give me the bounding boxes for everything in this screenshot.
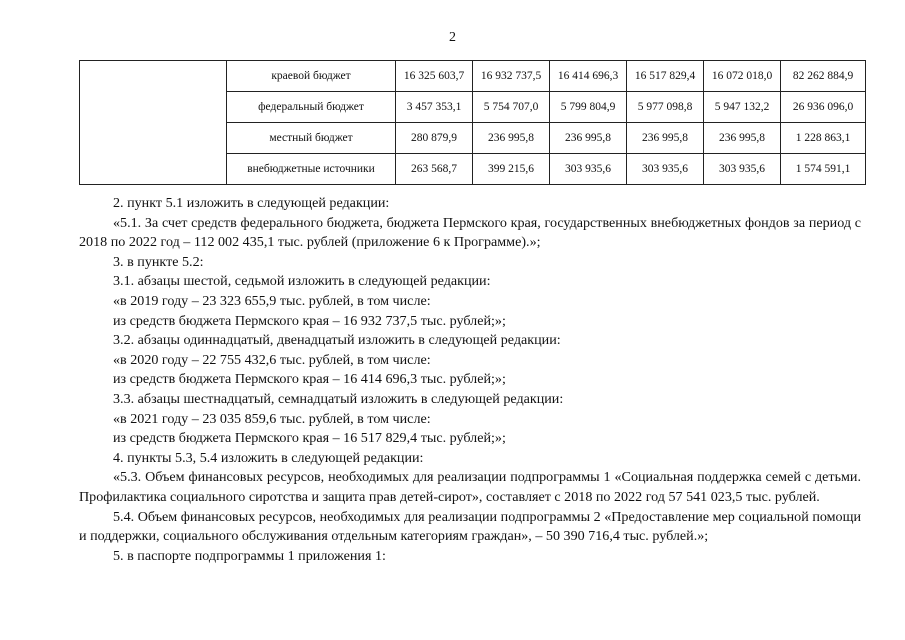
table-cell: 236 995,8 — [704, 123, 781, 154]
amendment-text — [79, 194, 861, 566]
paragraph: 2. пункт 5.1 изложить в следующей редакции: — [113, 195, 390, 211]
table-row — [80, 61, 866, 92]
paragraph: «5.1. За счет средств федерального бюджета, бюджета Пермского края, государственных внебюджетных фондов за период с 2018 по 2022 год – 112 002 435,1 тыс. рублей (приложение 6 к Программе).»; — [79, 214, 861, 251]
paragraph: из средств бюджета Пермского края – 16 517 829,4 тыс. рублей;»; — [113, 430, 506, 447]
table-cell: 82 262 884,9 — [781, 61, 866, 92]
table-cell: 236 995,8 — [550, 123, 627, 154]
table-cell: 1 574 591,1 — [781, 154, 866, 185]
paragraph: «5.3. Объем финансовых ресурсов, необходимых для реализации подпрограммы 1 «Социальная поддержка семей с детьми. Профилактика социального сиротства и защита прав детей-сирот», составляет с 2018 по 2022 год 57 541 023,5 тыс. рублей. — [79, 469, 861, 505]
paragraph: 3.1. абзацы шестой, седьмой изложить в следующей редакции: — [113, 273, 491, 290]
table-cell: 5 799 804,9 — [550, 92, 627, 123]
page-number: 2 — [449, 30, 456, 45]
budget-table — [79, 60, 866, 185]
table-cell: 280 879,9 — [396, 123, 473, 154]
table-cell: 5 977 098,8 — [627, 92, 704, 123]
paragraph: 4. пункты 5.3, 5.4 изложить в следующей редакции: — [113, 449, 424, 466]
table-cell: 236 995,8 — [473, 123, 550, 154]
row-label: внебюджетные источники — [227, 154, 396, 185]
paragraph: 5.4. Объем финансовых ресурсов, необходимых для реализации подпрограммы 2 «Предоставление мер социальной помощи и поддержки, социального обслуживания отдельным категориям граждан», – 50 390 716,4 тыс. рублей.»; — [79, 508, 861, 545]
paragraph: «в 2019 году – 23 323 655,9 тыс. рублей, в том числе: — [113, 292, 431, 309]
table-cell: 5 947 132,2 — [704, 92, 781, 123]
paragraph: «в 2020 году – 22 755 432,6 тыс. рублей, в том числе: — [113, 351, 431, 368]
table-cell: 399 215,6 — [473, 154, 550, 185]
paragraph: 5. в паспорте подпрограммы 1 приложения 1: — [113, 547, 386, 564]
table-cell: 16 517 829,4 — [627, 61, 704, 92]
table-cell: 5 754 707,0 — [473, 92, 550, 123]
paragraph: 3.3. абзацы шестнадцатый, семнадцатый изложить в следующей редакции: — [113, 390, 564, 407]
table-cell: 16 414 696,3 — [550, 61, 627, 92]
paragraph: 3.2. абзацы одиннадцатый, двенадцатый изложить в следующей редакции: — [113, 332, 561, 349]
empty-cell — [80, 61, 227, 185]
table-cell: 303 935,6 — [704, 154, 781, 185]
row-label: местный бюджет — [227, 123, 396, 154]
row-label: федеральный бюджет — [227, 92, 396, 123]
paragraph: 3. в пункте 5.2: — [113, 253, 204, 270]
table-cell: 303 935,6 — [550, 154, 627, 185]
table-cell: 1 228 863,1 — [781, 123, 866, 154]
table-cell: 16 932 737,5 — [473, 61, 550, 92]
paragraph: из средств бюджета Пермского края – 16 932 737,5 тыс. рублей;»; — [113, 312, 506, 329]
table-cell: 263 568,7 — [396, 154, 473, 185]
table-cell: 16 072 018,0 — [704, 61, 781, 92]
paragraph: «в 2021 году – 23 035 859,6 тыс. рублей, в том числе: — [113, 410, 431, 427]
row-label: краевой бюджет — [227, 61, 396, 92]
table-cell: 26 936 096,0 — [781, 92, 866, 123]
table-cell: 236 995,8 — [627, 123, 704, 154]
table-cell: 303 935,6 — [627, 154, 704, 185]
table-cell: 16 325 603,7 — [396, 61, 473, 92]
table-cell: 3 457 353,1 — [396, 92, 473, 123]
paragraph: из средств бюджета Пермского края – 16 414 696,3 тыс. рублей;»; — [113, 371, 506, 388]
